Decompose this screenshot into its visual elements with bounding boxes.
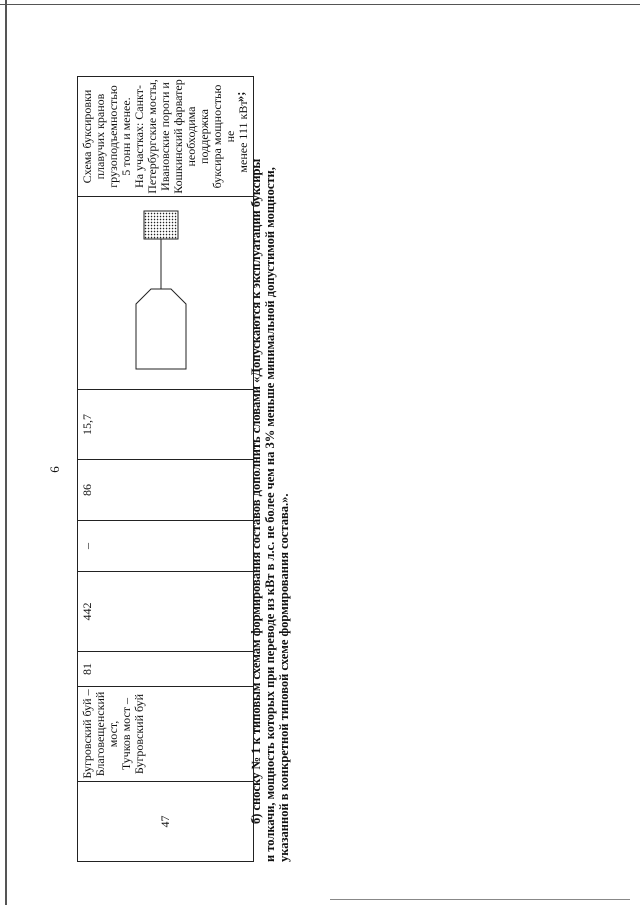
- route-line: Бугровский буй –: [80, 689, 94, 779]
- notes-cell: [78, 77, 254, 197]
- towing-scheme-diagram: [78, 196, 242, 389]
- notes-line: необходима поддержка: [184, 106, 211, 167]
- paragraph-line: б) сноску № 1 к типовым схемам формирования составов дополнить словами «Допускаются к эксплуатации буксиры: [249, 158, 263, 824]
- table-quote-close: »;: [233, 91, 247, 102]
- table-row: [78, 77, 254, 862]
- page-number: 6: [47, 466, 62, 473]
- page-edge-left: [5, 0, 7, 905]
- page-edge-top: [0, 4, 640, 5]
- scheme-diagram-cell: [78, 197, 254, 390]
- notes-line: буксира мощностью не: [210, 84, 237, 189]
- notes-line: Схема буксировки: [80, 89, 94, 184]
- row-number: 47: [158, 815, 172, 828]
- notes-line: Петербургские мосты,: [145, 79, 159, 194]
- col5-value: 86: [80, 484, 94, 496]
- route-text: [81, 689, 146, 779]
- notes-line: менее 111 кВт: [236, 100, 250, 173]
- col6-cell: [78, 390, 254, 460]
- notes-line: Ивановские пороги и: [158, 82, 172, 191]
- paragraph-line: указанной в конкретной типовой схеме формирования состава.».: [277, 493, 291, 862]
- notes-text: [81, 79, 250, 194]
- rotated-page: [35, 77, 615, 862]
- route-cell: [78, 687, 254, 782]
- route-line: Благовещенский: [93, 691, 107, 777]
- col2-cell: [78, 652, 254, 687]
- page-edge-bottom: [330, 899, 630, 900]
- route-line: мост,: [106, 720, 120, 748]
- col6-value: 15,7: [80, 414, 94, 435]
- row-number-cell: [78, 782, 254, 862]
- route-line: Тучков мост –: [119, 697, 133, 771]
- col2-value: 81: [80, 663, 94, 675]
- route-table: [77, 76, 254, 862]
- col4-cell: [78, 521, 254, 572]
- col4-value: –: [80, 543, 94, 549]
- notes-line: грузоподъемностью: [106, 85, 120, 188]
- col3-cell: [78, 572, 254, 652]
- col3-value: 442: [80, 602, 94, 621]
- notes-line: 5 тонн и менее.: [119, 97, 133, 176]
- crane-barge-shape: [136, 289, 186, 369]
- notes-line: Кошкинский фарватер: [171, 79, 185, 194]
- notes-line: плавучих кранов: [93, 93, 107, 180]
- notes-line: На участках: Санкт-: [132, 85, 146, 188]
- col5-cell: [78, 460, 254, 521]
- paragraph-line: и толкачи, мощность которых при переводе из кВт в л.с. не более чем на 3% меньше минимальной допустимой мощности,: [263, 167, 277, 862]
- route-line: Бугровский буй: [132, 693, 146, 775]
- tug-shape: [144, 211, 178, 239]
